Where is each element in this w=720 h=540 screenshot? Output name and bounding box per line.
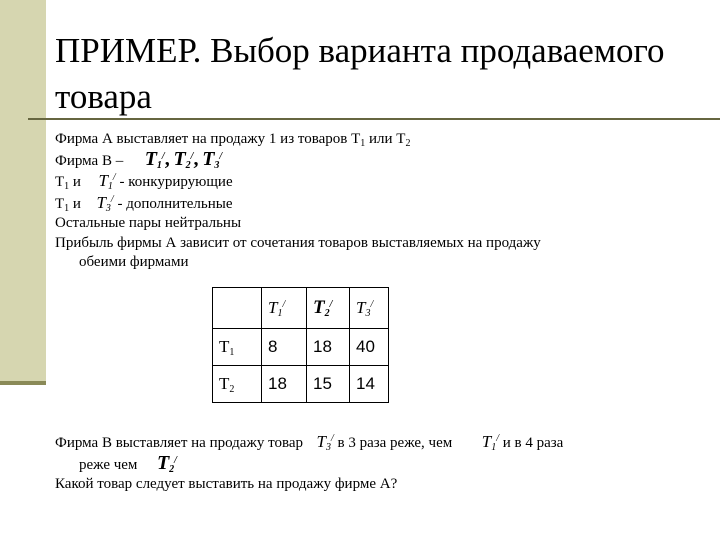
matrix-col-t3-prime: $T_3^/$ bbox=[350, 288, 389, 329]
symbol-t2-prime-inline: $T_2^/$ bbox=[156, 451, 177, 475]
matrix-cell: 18 bbox=[307, 329, 350, 366]
symbol-t3-prime: $T_3^/$ bbox=[202, 147, 223, 171]
line-firm-b: Фирма В – $T_1^/$, $T_2^/$, $T_3^/$ bbox=[55, 147, 223, 171]
matrix-row-t1 bbox=[213, 329, 389, 366]
line-profit-cont: обеими фирмами bbox=[79, 254, 189, 270]
matrix-row-label: $Т_2$ bbox=[213, 366, 262, 403]
line-neutral: Остальные пары нейтральны bbox=[55, 215, 242, 231]
symbol-t1-prime: $T_1^/$ bbox=[144, 147, 165, 171]
sidebar-decoration bbox=[0, 0, 46, 385]
payoff-matrix bbox=[212, 287, 389, 403]
symbol-t2-prime: $T_2^/$ bbox=[173, 147, 194, 171]
slide-title: ПРИМЕР. Выбор варианта продаваемого товара bbox=[55, 31, 665, 116]
sidebar-rule bbox=[0, 381, 46, 385]
symbol-t3-prime-inline: $T_3^/$ bbox=[316, 432, 334, 453]
symbol-t3-prime-small: $T_3^/$ bbox=[96, 192, 114, 214]
line-frequency: Фирма В выставляет на продажу товар $T_3^/$ в 3 раза реже, чем $T_1^/$ и в 4 раза bbox=[55, 432, 564, 453]
line-question: Какой товар следует выставить на продажу фирме А? bbox=[55, 476, 398, 492]
problem-statement bbox=[55, 130, 685, 273]
matrix-corner-cell bbox=[213, 288, 262, 329]
line-competing: $Т_1$ и $T_1^/$ - конкурирующие bbox=[55, 171, 233, 192]
line-complementary: $Т_1$ и $T_3^/$ - дополнительные bbox=[55, 192, 233, 214]
matrix-header-row bbox=[213, 288, 389, 329]
matrix-cell: 15 bbox=[307, 366, 350, 403]
symbol-t1-prime-small: $T_1^/$ bbox=[98, 171, 116, 192]
matrix-row-t2 bbox=[213, 366, 389, 403]
matrix-cell: 18 bbox=[262, 366, 307, 403]
matrix-col-t1-prime: $T_1^/$ bbox=[262, 288, 307, 329]
matrix-row-label: $Т_1$ bbox=[213, 329, 262, 366]
matrix-col-t2-prime: $T_2^/$ bbox=[307, 288, 350, 329]
symbol-t1-prime-inline: $T_1^/$ bbox=[481, 432, 499, 453]
line-frequency-cont: реже чем $T_2^/$ bbox=[79, 451, 177, 475]
question-block bbox=[55, 432, 705, 495]
line-firm-a: Фирма А выставляет на продажу 1 из товаров $Т_1$ или $Т_2$ bbox=[55, 131, 411, 149]
matrix-cell: 8 bbox=[262, 329, 307, 366]
title-divider bbox=[28, 118, 720, 120]
matrix-cell: 40 bbox=[350, 329, 389, 366]
matrix-cell: 14 bbox=[350, 366, 389, 403]
line-profit: Прибыль фирмы А зависит от сочетания товаров выставляемых на продажу bbox=[55, 234, 541, 251]
